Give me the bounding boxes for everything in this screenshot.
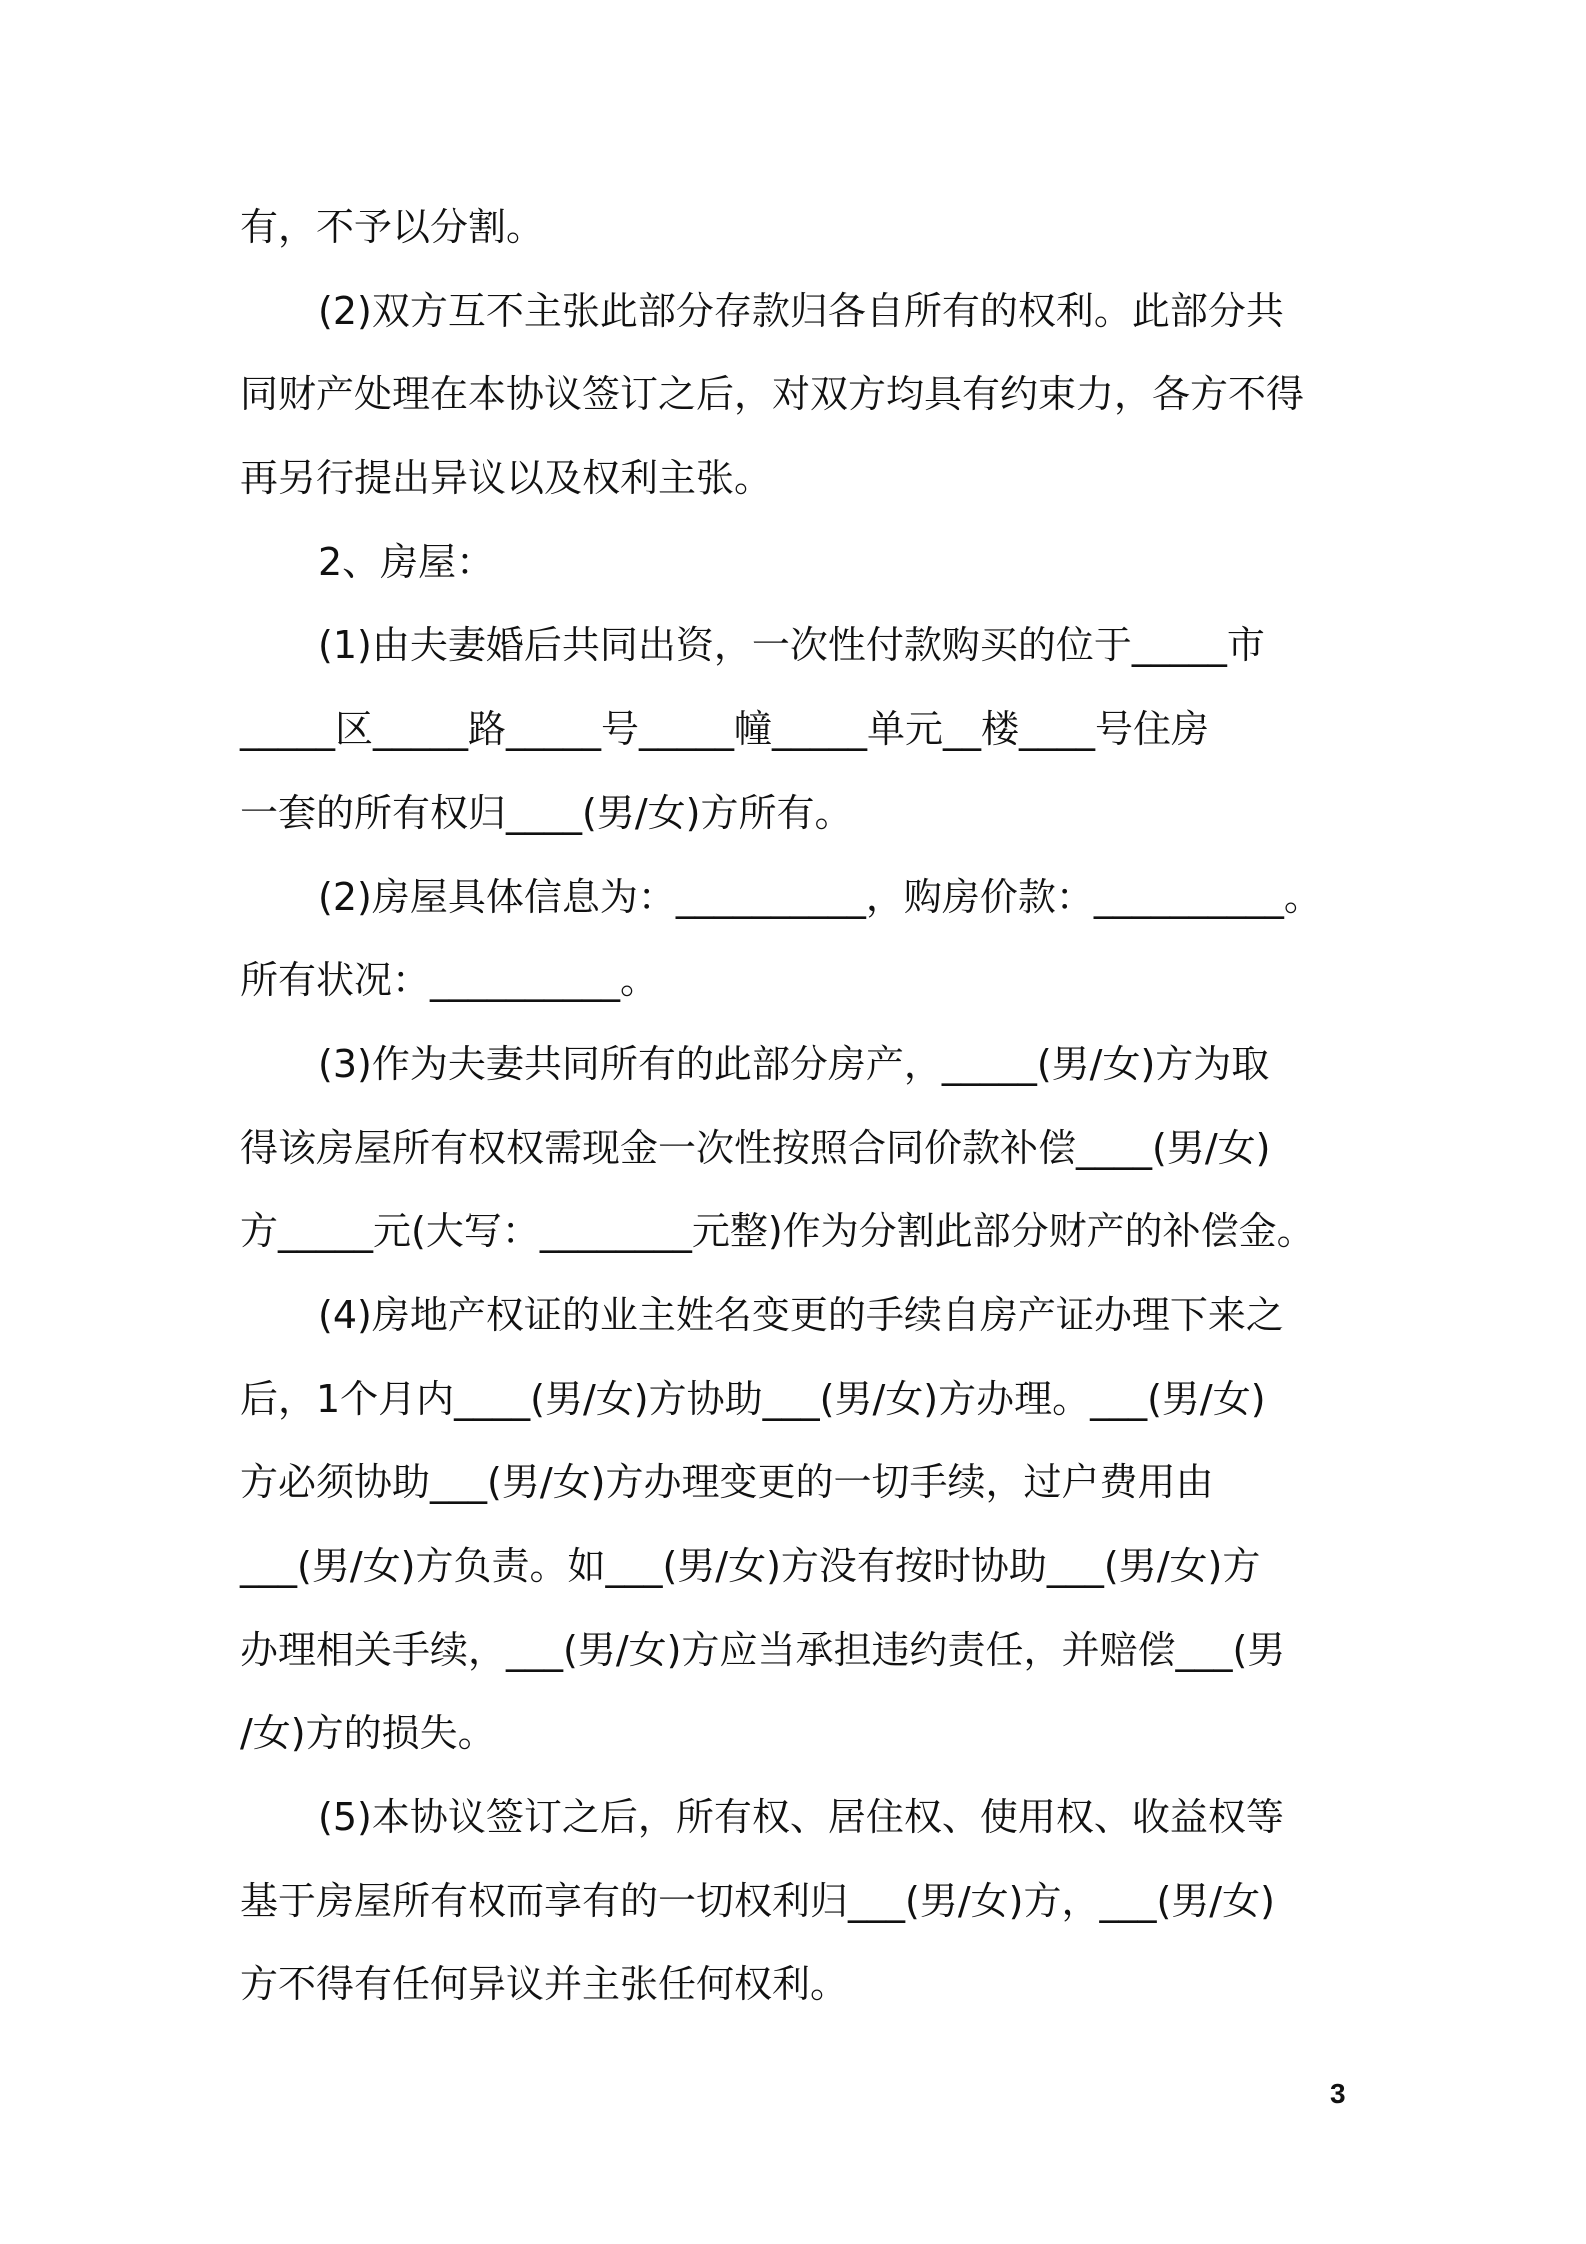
text-line: (5)本协议签订之后，所有权、居住权、使用权、收益权等 <box>318 1795 1284 1840</box>
text-line: 方_____元(大写：________元整)作为分割此部分财产的补偿金。 <box>240 1209 1315 1254</box>
text-line: _____区_____路_____号_____幢_____单元__楼____号住房 <box>240 707 1210 752</box>
text-line: 有，不予以分割。 <box>240 205 545 249</box>
text-line: (3)作为夫妻共同所有的此部分房产，_____(男/女)方为取 <box>318 1041 1270 1086</box>
document-body <box>240 186 1360 2027</box>
text-line: 同财产处理在本协议签订之后，对双方均具有约束力，各方不得 <box>240 372 1305 417</box>
text-line: 方必须协助___(男/女)方办理变更的一切手续，过户费用由 <box>240 1460 1214 1505</box>
text-line: 再另行提出异议以及权利主张。 <box>240 456 773 501</box>
text-line: 方不得有任何异议并主张任何权利。 <box>240 1962 849 2007</box>
text-line: 得该房屋所有权权需现金一次性按照合同价款补偿____(男/女) <box>240 1125 1271 1170</box>
text-line: (2)双方互不主张此部分存款归各自所有的权利。此部分共 <box>318 288 1284 333</box>
text-line: ___(男/女)方负责。如___(男/女)方没有按时协助___(男/女)方 <box>240 1544 1261 1588</box>
text-line: /女)方的损失。 <box>240 1711 496 1756</box>
text-line: 所有状况：__________。 <box>240 958 659 1003</box>
text-line: 后，1个月内____(男/女)方协助___(男/女)方办理。___(男/女) <box>240 1376 1266 1421</box>
text-line: (1)由夫妻婚后共同出资，一次性付款购买的位于_____市 <box>318 623 1265 668</box>
text-line: 基于房屋所有权而享有的一切权利归___(男/女)方，___(男/女) <box>240 1878 1275 1923</box>
page-number: 3 <box>1330 2078 1346 2109</box>
text-line: (4)房地产权证的业主姓名变更的手续自房产证办理下来之 <box>318 1292 1284 1337</box>
text-line: 办理相关手续，___(男/女)方应当承担违约责任，并赔偿___(男 <box>240 1627 1286 1672</box>
text-line: 2、房屋： <box>318 539 495 584</box>
text-line: (2)房屋具体信息为：__________，购房价款：__________。 <box>318 874 1322 919</box>
text-line: 一套的所有权归____(男/女)方所有。 <box>240 790 853 835</box>
